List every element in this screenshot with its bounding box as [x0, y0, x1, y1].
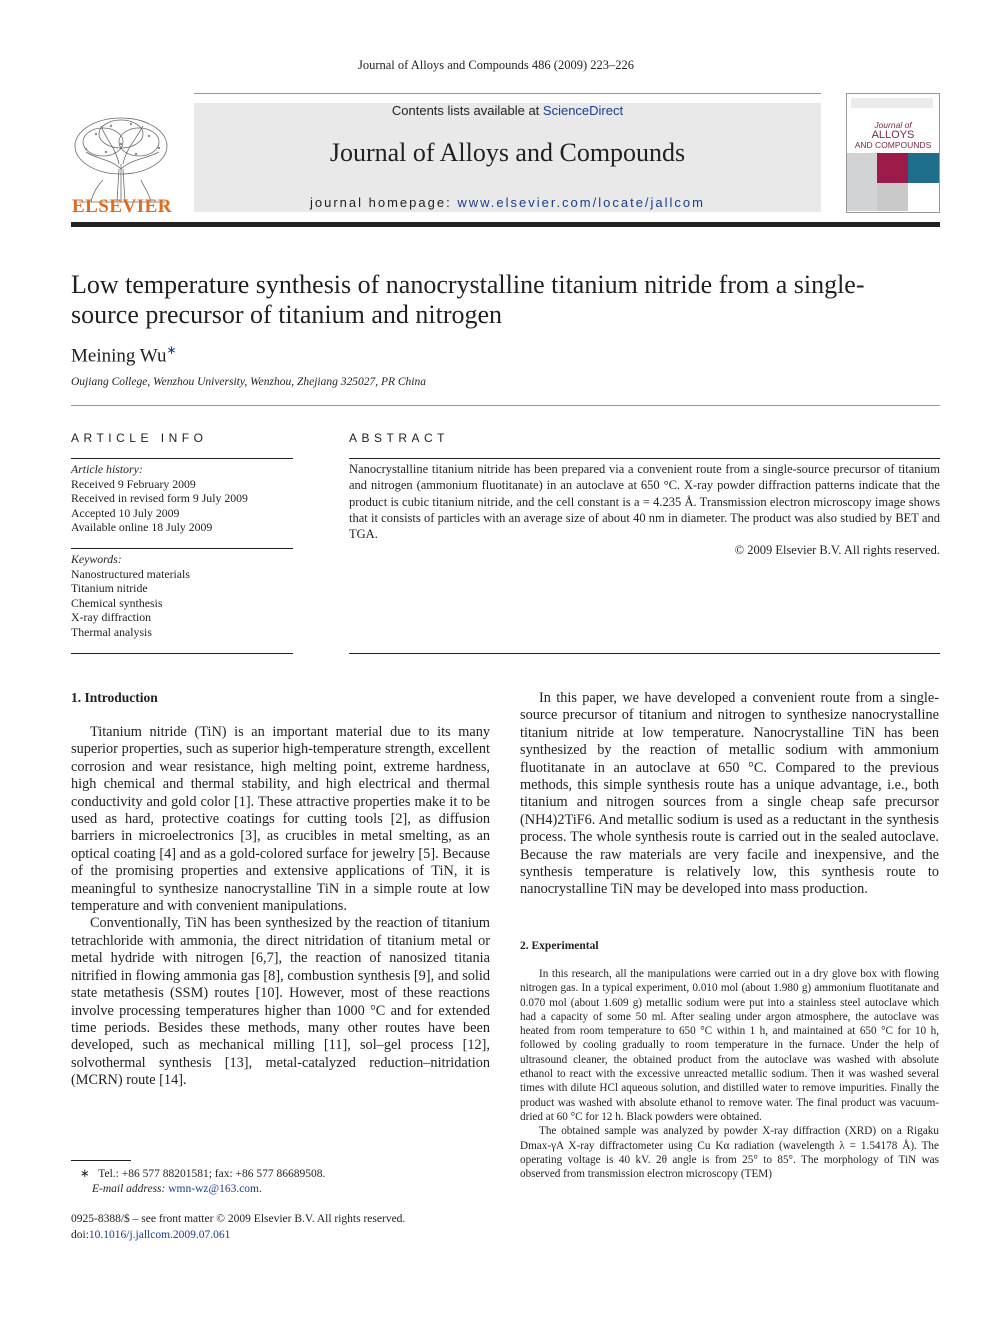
cover-title-line2: ALLOYS: [871, 129, 915, 141]
running-head: Journal of Alloys and Compounds 486 (2009) 223–226: [357, 58, 635, 72]
article-info-bottom-rule: [71, 653, 293, 654]
keywords-label: Keywords:: [71, 552, 122, 566]
doi-link[interactable]: 10.1016/j.jallcom.2009.07.061: [88, 1229, 231, 1241]
homepage-link[interactable]: www.elsevier.com/locate/jallcom: [457, 195, 705, 210]
journal-name: Journal of Alloys and Compounds: [329, 138, 686, 167]
homepage-prefix: journal homepage:: [310, 195, 458, 210]
cover-title: [848, 120, 938, 150]
contents-line: [194, 103, 821, 118]
author-footnote-mark[interactable]: ∗: [166, 343, 177, 357]
doi-label: doi:: [71, 1229, 89, 1241]
header-thick-rule: [71, 222, 940, 227]
bottom-meta: [71, 1211, 491, 1243]
abstract-heading: ABSTRACT: [349, 431, 450, 445]
intro-paragraph-2: Conventionally, TiN has been synthesized by the reaction of titanium tetrachloride with ammonia, the direct nitridation of titanium metal or metal hydride with nitrogen [6,7], the reaction of nanosized titania nitrified in flowing ammonia gas [8], combustion synthesis [9], and solid state metathesis (SSM) routes [10]. However, most of these reactions involve processing temperatures higher than 1000 °C and for extended time periods. Besides these methods, many other routes have been developed, such as mechanical milling [11], sol–gel process [12], solvothermal synthesis [13], metal-catalyzed reduction–nitridation (MCRN) route [14].: [71, 915, 490, 1089]
author-line: [71, 343, 177, 367]
article-info-rule: [71, 458, 293, 459]
keyword-item: Nanostructured materials: [71, 566, 190, 581]
history-received: Received 9 February 2009: [71, 476, 196, 491]
footnote-email-label: E-mail address:: [92, 1183, 169, 1195]
experimental-body: [520, 967, 939, 1181]
article-history: [71, 462, 293, 535]
contents-prefix: Contents lists available at: [391, 103, 543, 118]
keyword-item: Thermal analysis: [71, 624, 152, 639]
keywords: [71, 552, 293, 639]
history-revised: Received in revised form 9 July 2009: [71, 491, 248, 505]
experimental-paragraph-2: The obtained sample was analyzed by powder X-ray diffraction (XRD) on a Rigaku Dmax-γA X-ray diffractometer using Cu Kα radiation (wavelength λ = 1.54178 Å). The operating voltage is 40 kV. 2θ angle is from 25° to 85°. The morphology of TiN was observed from transmission electron microscopy (TEM): [520, 1125, 939, 1181]
cover-magenta-block: [877, 153, 908, 183]
author-name: Meining Wu: [71, 345, 167, 367]
footnote-email-line: [80, 1182, 490, 1197]
left-column-body: [71, 724, 490, 1090]
cover-gray-block: [847, 153, 877, 211]
elsevier-wordmark: ELSEVIER: [71, 196, 173, 217]
intro-paragraph-1: Titanium nitride (TiN) is an important material due to its many superior properties, such as superior high-temperature strength, excellent corrosion and wear resistance, high melting point, extreme hardness, high chemical and thermal stability, and high electrical and thermal conductivity and gold color [1]. These attractive properties make it to be used as hard, protective coatings for cutting tools [2], as diffusion barriers in microelectronics [3], as crucibles in metal smelting, as an optical coating [4] and as a gold-colored surface for jewelry [5]. Because of the promising properties and extensive applications of TiN, it is meaningful to synthesize nanocrystalline TiN in a simple route at low temperature and with convenient manipulations.: [71, 724, 490, 915]
introduction-heading: 1. Introduction: [71, 690, 158, 705]
sciencedirect-link[interactable]: ScienceDirect: [542, 103, 624, 118]
footnote-email-link[interactable]: wmn-wz@163.com: [168, 1183, 259, 1195]
article-history-label: Article history:: [71, 462, 143, 476]
footnote-tel: Tel.: +86 577 88201581; fax: +86 577 86689508.: [98, 1168, 326, 1180]
abstract-bottom-rule: [349, 653, 940, 654]
cover-top-strip: [851, 98, 933, 108]
keyword-item: X-ray diffraction: [71, 610, 152, 624]
footnote-mark: ∗: [80, 1168, 90, 1180]
cover-title-line1: Journal of: [874, 120, 912, 130]
experimental-paragraph-1: In this research, all the manipulations were carried out in a dry glove box with flowing nitrogen gas. In a typical experiment, 0.010 mol (about 1.980 g) ammonium fluotitanate and 0.070 mol (about 1.609 g) metallic sodium were put into a stainless steel autoclave which had a capacity of some 50 ml. After sealing under argon atmosphere, the autoclave was heated from room temperature to 650 °C within 1 h, and maintained at 650 °C for 10 h, followed by cooling gradually to room temperature in the furnace. Under the help of ultrasound cleaner, the obtained product from the autoclave was washed with absolute ethanol to react with the excessive unreacted metallic sodium. Then it was washed several times with dilute HCl aqueous solution, and distilled water to remove impurities. Finally the product was washed with absolute ethanol to remove water. The final product was vacuum-dried at 60 °C for 12 h. Black powders were obtained.: [520, 968, 939, 1123]
footnote-email-end: .: [259, 1183, 262, 1195]
cover-title-line3: AND COMPOUNDS: [854, 140, 932, 150]
footnote-contact-line: [80, 1167, 490, 1182]
abstract-text: Nanocrystalline titanium nitride has been prepared via a convenient route from a single-source precursor of titanium and nitrogen (ammonium fluotitanate) in an autoclave at 650 °C. X-ray powder diffraction patterns indicate that the product is cubic titanium nitride, and the cell constant is a = 4.235 Å. Transmission electron microscopy image shows that it consists of particles with an average size of about 40 nm in diameter. The product was also studied by BET and TGA.: [349, 462, 940, 542]
footnote-rule: [71, 1160, 131, 1161]
issn-line: 0925-8388/$ – see front matter © 2009 Elsevier B.V. All rights reserved.: [71, 1213, 406, 1225]
keywords-rule: [71, 548, 293, 549]
header-top-rule: [194, 93, 821, 94]
affiliation-rule: [71, 405, 940, 406]
right-column-body: [520, 690, 939, 899]
history-online: Available online 18 July 2009: [71, 520, 213, 534]
keyword-item: Titanium nitride: [71, 581, 148, 595]
homepage-line: [194, 195, 821, 210]
experimental-heading: 2. Experimental: [520, 940, 599, 952]
author-footnote: [80, 1167, 490, 1197]
abstract-copyright: © 2009 Elsevier B.V. All rights reserved.: [734, 543, 940, 557]
keyword-item: Chemical synthesis: [71, 595, 163, 610]
affiliation: Oujiang College, Wenzhou University, Wenzhou, Zhejiang 325027, PR China: [71, 376, 426, 388]
cover-lower-magenta: [877, 183, 908, 211]
doi-line: [71, 1227, 491, 1243]
intro-paragraph-3: In this paper, we have developed a convenient route from a single-source precursor of titanium and nitrogen to synthesize nanocrystalline titanium nitride at low temperature. Nanocrystalline TiN has been synthesized by the reaction of metallic sodium with ammonium fluotitanate in an autoclave at 650 °C. Compared to the previous methods, this simple synthesis route has a unique advantage, i.e., both titanium and nitrogen sources from a single cheap safe precursor (NH4)2TiF6. And metallic sodium is used as a reductant in the synthesis process. The whole synthesis route is carried out in the sealed autoclave. Because the raw materials are very facile and inexpensive, and the synthesis temperature is relatively low, this synthesis route to nanocrystalline TiN may be developed into mass production.: [520, 690, 939, 898]
abstract-rule: [349, 458, 940, 459]
cover-teal-block: [908, 153, 939, 183]
article-title: Low temperature synthesis of nanocrystalline titanium nitride from a single-source precursor of titanium and nitrogen: [71, 270, 865, 329]
article-info-heading: ARTICLE INFO: [71, 431, 208, 445]
history-accepted: Accepted 10 July 2009: [71, 505, 180, 520]
